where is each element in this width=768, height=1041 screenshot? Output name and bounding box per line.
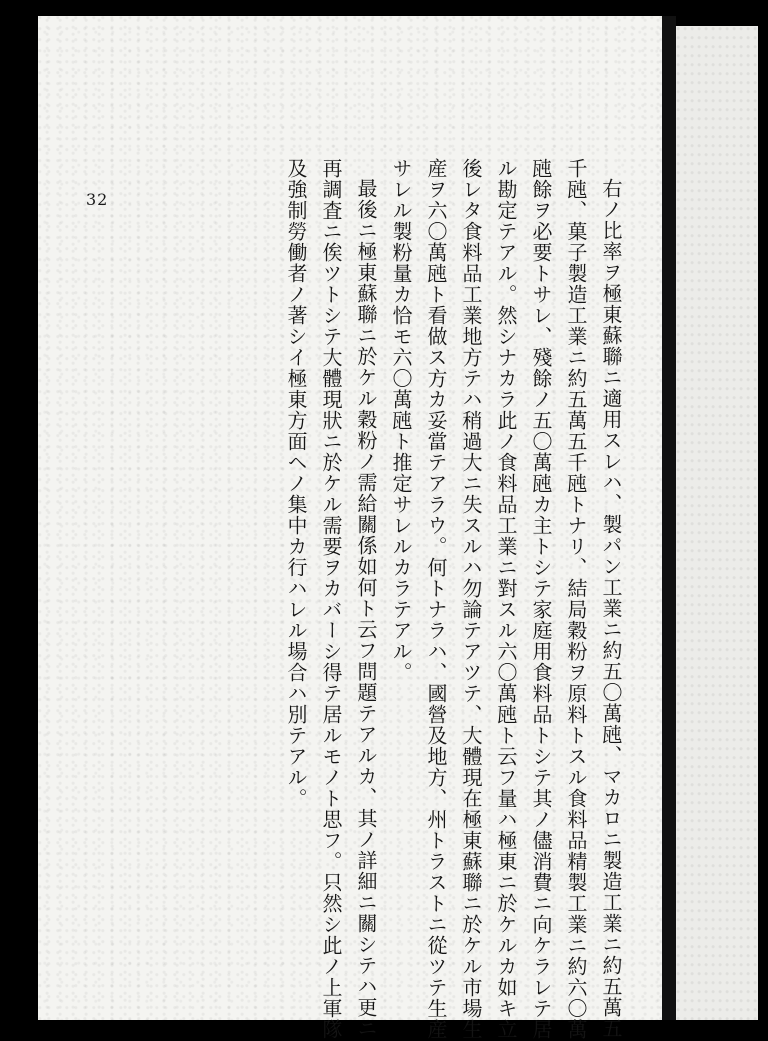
text-column: 瓲餘ヲ必要トサレ、殘餘ノ五〇萬瓲カ主トシテ家庭用食料品トシテ其ノ儘消費ニ向ケラレテ居 [529, 158, 553, 1040]
text-column: 産ヲ六〇萬瓲ト看做ス方カ妥當テアラウ。何トナラハ、國營及地方、州トラストニ從ツテ生産 [424, 158, 448, 1040]
text-column: 右ノ比率ヲ極東蘇聯ニ適用スレハ、製パン工業ニ約五〇萬瓲、マカロニ製造工業ニ約五萬五 [599, 178, 623, 1039]
adjacent-page-edge [676, 26, 758, 1020]
text-column: ル勘定テアル。然シナカラ此ノ食料品工業ニ對スル六〇萬瓲ト云フ量ハ極東ニ於ケルカ如キ立 [494, 158, 518, 1040]
page-number: 32 [86, 190, 109, 209]
text-column: サレル製粉量カ恰モ六〇萬瓲ト推定サレルカラテアル。 [389, 158, 413, 683]
text-column: 後レタ食料品工業地方テハ稍過大ニ失スルハ勿論テアツテ、大體現在極東蘇聯ニ於ケル市場生 [459, 158, 483, 1040]
text-column: 及強制勞働者ノ著シイ極東方面ヘノ集中カ行ハレル場合ハ別テアル。 [284, 158, 308, 809]
text-column: 最後ニ極東蘇聯ニ於ケル穀粉ノ需給關係如何ト云フ問題テアルカ、其ノ詳細ニ關シテハ更ニ [354, 178, 378, 1039]
page-gap [662, 16, 676, 1020]
text-column: 千瓲、菓子製造工業ニ約五萬五千瓲トナリ、結局穀粉ヲ原料トスル食料品精製工業ニ約六〇萬 [564, 158, 588, 1040]
body-text [278, 158, 628, 1040]
text-column: 再調査ニ俟ツトシテ大體現狀ニ於ケル需要ヲカバーシ得テ居ルモノト思フ。只然シ此ノ上軍隊 [319, 158, 343, 1040]
